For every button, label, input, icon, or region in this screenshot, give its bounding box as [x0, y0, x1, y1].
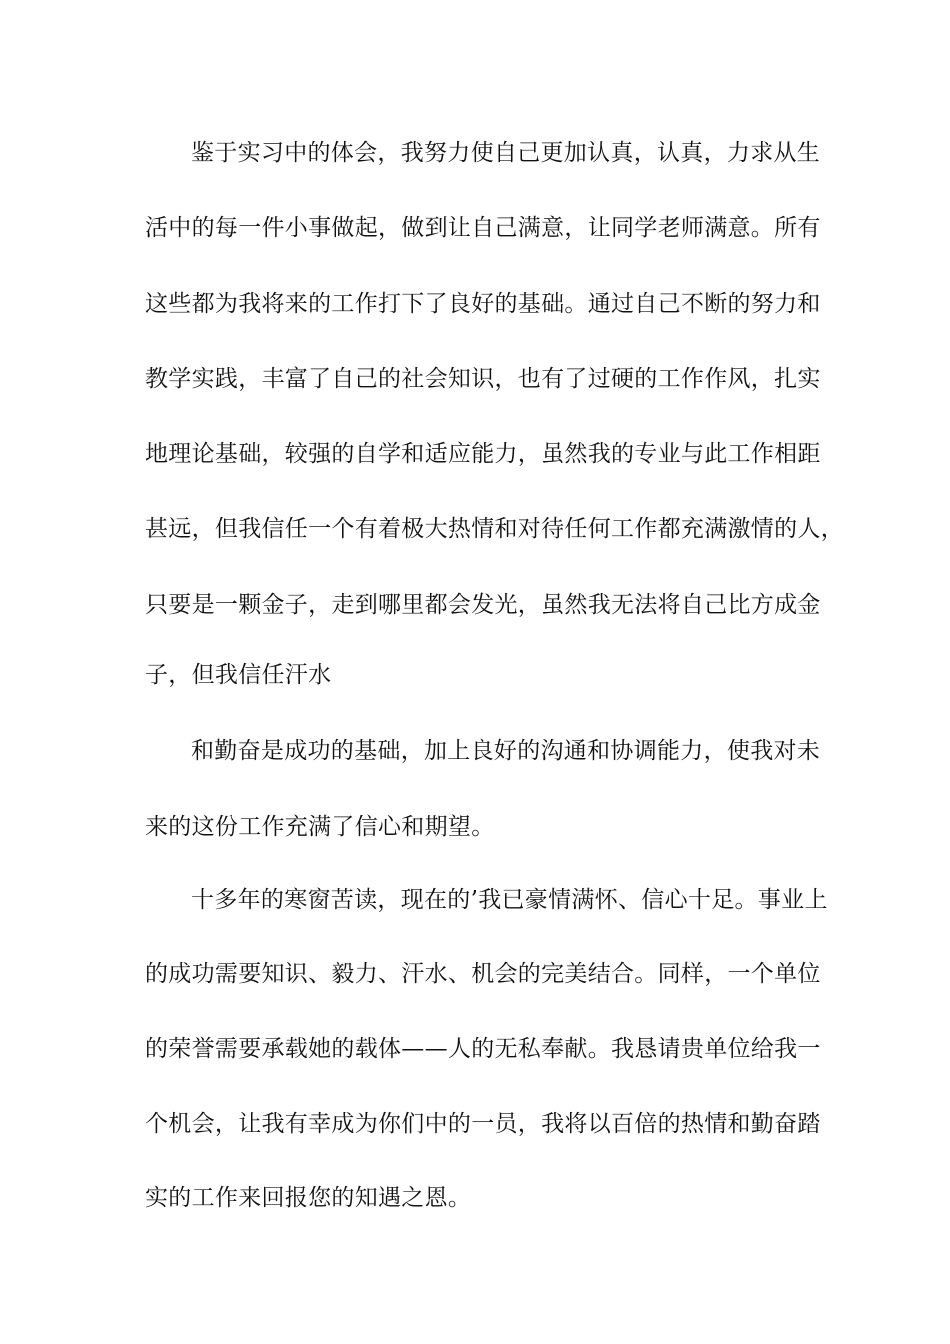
paragraph-line: 的成功需要知识、毅力、汗水、机会的完美结合。同样，一个单位 — [145, 961, 821, 987]
paragraph-line: 鉴于实习中的体会，我努力使自己更加认真，认真，力求从生 — [191, 140, 821, 166]
paragraph-line: 教学实践，丰富了自己的社会知识，也有了过硬的工作作风，扎实 — [145, 366, 821, 392]
paragraph-line: 甚远，但我信任一个有着极大热情和对待任何工作都充满激情的人， — [145, 516, 844, 542]
paragraph-line: 子，但我信任汗水 — [145, 662, 332, 688]
paragraph-line: 这些都为我将来的工作打下了良好的基础。通过自己不断的努力和 — [145, 291, 821, 317]
paragraph-line: 的荣誉需要承载她的载体——人的无私奉献。我恳请贵单位给我一 — [145, 1036, 821, 1062]
paragraph-line: 活中的每一件小事做起，做到让自己满意，让同学老师满意。所有 — [145, 215, 821, 241]
paragraph-line: 实的工作来回报您的知遇之恩。 — [145, 1185, 472, 1211]
paragraph-line: 个机会，让我有幸成为你们中的一员，我将以百倍的热情和勤奋踏 — [145, 1111, 821, 1137]
paragraph-line: 只要是一颗金子，走到哪里都会发光，虽然我无法将自己比方成金 — [145, 592, 821, 618]
paragraph-line: 和勤奋是成功的基础，加上良好的沟通和协调能力，使我对未 — [191, 738, 821, 764]
paragraph-line: 地理论基础，较强的自学和适应能力，虽然我的专业与此工作相距 — [145, 441, 821, 467]
paragraph-line: 十多年的寒窗苦读，现在的’我已豪情满怀、信心十足。事业上 — [191, 887, 828, 913]
paragraph-line: 来的这份工作充满了信心和期望。 — [145, 814, 495, 840]
